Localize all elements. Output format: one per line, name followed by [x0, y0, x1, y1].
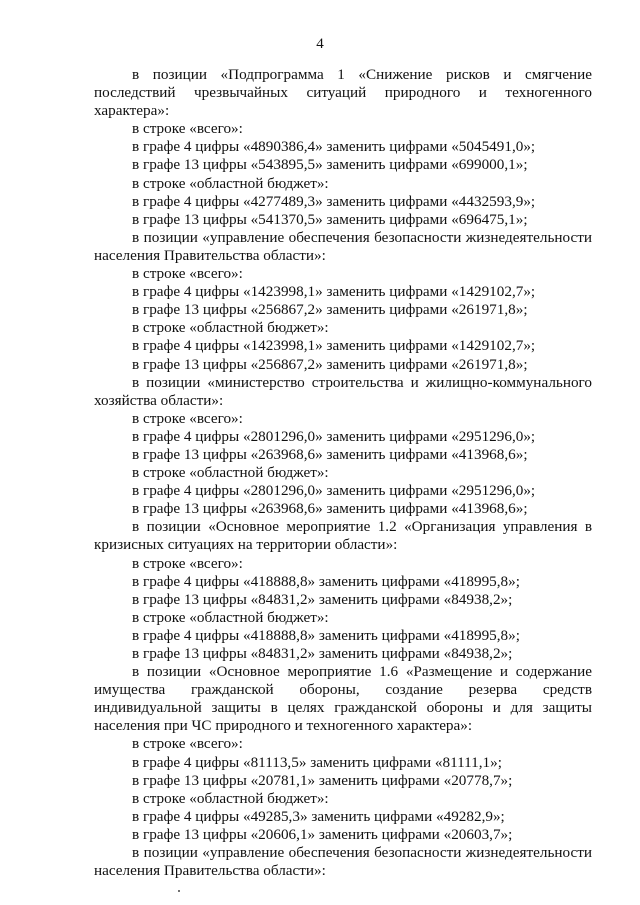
paragraph: в позиции «управление обеспечения безопасности жизнедеятельности населения Правительства области»:: [94, 844, 592, 880]
paragraph: в строке «областной бюджет»:: [132, 319, 329, 337]
paragraph: в строке «областной бюджет»:: [132, 789, 329, 807]
paragraph: в строке «всего»:: [132, 120, 243, 138]
page-number: 4: [316, 36, 324, 52]
paragraph: в позиции «министерство строительства и жилищно-коммунального хозяйства области»:: [94, 373, 592, 409]
paragraph: в строке «всего»:: [132, 409, 243, 427]
paragraph: в графе 4 цифры «1423998,1» заменить цифрами «1429102,7»;: [132, 337, 536, 355]
paragraph: в строке «областной бюджет»:: [132, 464, 329, 482]
paragraph: в графе 4 цифры «1423998,1» заменить цифрами «1429102,7»;: [132, 283, 536, 301]
paragraph: в графе 4 цифры «4890386,4» заменить цифрами «5045491,0»;: [132, 138, 536, 156]
paragraph: в графе 13 цифры «256867,2» заменить цифрами «261971,8»;: [132, 355, 528, 373]
paragraph: в графе 4 цифры «418888,8» заменить цифрами «418995,8»;: [132, 626, 520, 644]
paragraph: в графе 4 цифры «4277489,3» заменить цифрами «4432593,9»;: [132, 192, 536, 210]
paragraph: в позиции «Основное мероприятие 1.6 «Размещение и содержание имущества гражданской обороны, создание резерва средств индивидуальной защиты в целях гражданской обороны и для защиты населения при ЧС природного и техногенного характера»:: [94, 663, 592, 735]
document-body: [94, 66, 592, 880]
paragraph: в графе 13 цифры «263968,6» заменить цифрами «413968,6»;: [132, 445, 528, 463]
paragraph: в строке «всего»:: [132, 265, 243, 283]
paragraph: в графе 13 цифры «84831,2» заменить цифрами «84938,2»;: [132, 590, 513, 608]
paragraph: в графе 13 цифры «20606,1» заменить цифрами «20603,7»;: [132, 825, 513, 843]
paragraph: в строке «всего»:: [132, 554, 243, 572]
paragraph: в графе 4 цифры «81113,5» заменить цифрами «81111,1»;: [132, 753, 502, 771]
paragraph: в строке «всего»:: [132, 735, 243, 753]
paragraph: в строке «областной бюджет»:: [132, 608, 329, 626]
paragraph: в графе 13 цифры «541370,5» заменить цифрами «696475,1»;: [132, 210, 528, 228]
paragraph: в графе 13 цифры «263968,6» заменить цифрами «413968,6»;: [132, 500, 528, 518]
scan-speck: [178, 890, 180, 892]
paragraph: в позиции «Основное мероприятие 1.2 «Организация управления в кризисных ситуациях на территории области»:: [94, 518, 592, 554]
paragraph: в строке «областной бюджет»:: [132, 174, 329, 192]
paragraph: в графе 13 цифры «543895,5» заменить цифрами «699000,1»;: [132, 156, 528, 174]
paragraph: в графе 4 цифры «2801296,0» заменить цифрами «2951296,0»;: [132, 482, 536, 500]
paragraph: в графе 4 цифры «418888,8» заменить цифрами «418995,8»;: [132, 572, 520, 590]
paragraph: в графе 4 цифры «49285,3» заменить цифрами «49282,9»;: [132, 807, 505, 825]
paragraph: в позиции «Подпрограмма 1 «Снижение рисков и смягчение последствий чрезвычайных ситуаций природного и техногенного характера»:: [94, 66, 592, 120]
paragraph: в графе 13 цифры «256867,2» заменить цифрами «261971,8»;: [132, 301, 528, 319]
paragraph: в графе 4 цифры «2801296,0» заменить цифрами «2951296,0»;: [132, 427, 536, 445]
paragraph: в графе 13 цифры «84831,2» заменить цифрами «84938,2»;: [132, 645, 513, 662]
paragraph: в графе 13 цифры «20781,1» заменить цифрами «20778,7»;: [132, 771, 513, 789]
paragraph: в позиции «управление обеспечения безопасности жизнедеятельности населения Правительства области»:: [94, 228, 592, 264]
